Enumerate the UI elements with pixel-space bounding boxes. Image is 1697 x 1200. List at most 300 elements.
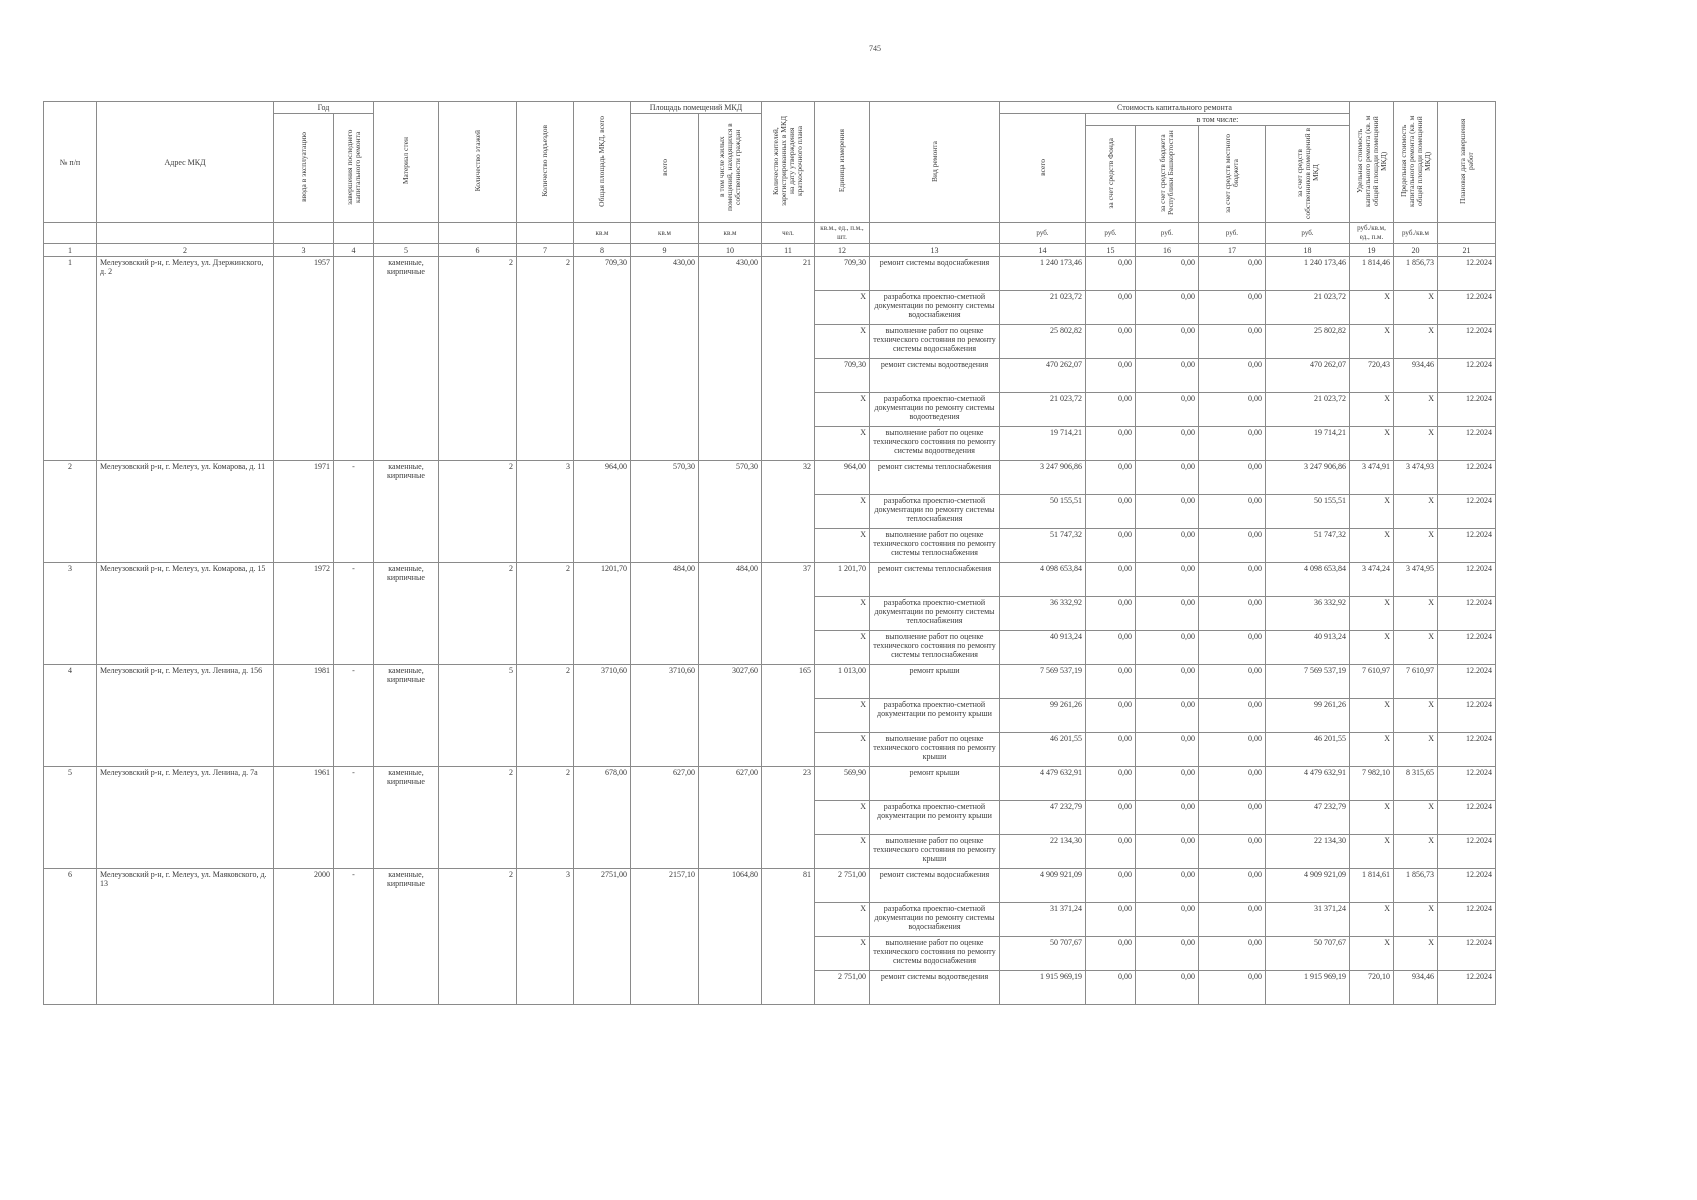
planned-date: 12.2024 [1438, 359, 1496, 393]
column-number: 4 [334, 244, 374, 257]
column-number: 19 [1350, 244, 1394, 257]
cost-fund: 0,00 [1086, 597, 1136, 631]
cost-local: 0,00 [1199, 597, 1266, 631]
column-number: 21 [1438, 244, 1496, 257]
cost-total: 4 909 921,09 [1000, 869, 1086, 903]
cost-total: 36 332,92 [1000, 597, 1086, 631]
year-last-repair: - [334, 461, 374, 563]
unit-cost: 720,10 [1350, 971, 1394, 1005]
cost-republic: 0,00 [1136, 427, 1199, 461]
unit-label: кв.м [574, 223, 631, 244]
column-number: 6 [439, 244, 517, 257]
cost-owners: 47 232,79 [1266, 801, 1350, 835]
cost-local: 0,00 [1199, 393, 1266, 427]
work-unit: X [815, 597, 870, 631]
cost-local: 0,00 [1199, 801, 1266, 835]
header-entrances: Количество подъездов [517, 102, 574, 223]
year-built: 2000 [274, 869, 334, 1005]
cost-fund: 0,00 [1086, 563, 1136, 597]
unit-cost: X [1350, 529, 1394, 563]
cost-local: 0,00 [1199, 937, 1266, 971]
residents-count: 23 [762, 767, 815, 869]
cost-owners: 4 098 653,84 [1266, 563, 1350, 597]
work-unit: X [815, 835, 870, 869]
page-number: 745 [869, 44, 881, 53]
max-cost: X [1394, 427, 1438, 461]
cost-republic: 0,00 [1136, 529, 1199, 563]
cost-fund: 0,00 [1086, 665, 1136, 699]
cost-owners: 25 802,82 [1266, 325, 1350, 359]
header-premises-total: всего [631, 114, 699, 223]
work-unit: X [815, 529, 870, 563]
work-type: выполнение работ по оценке технического состояния по ремонту системы водоснабжения [870, 937, 1000, 971]
premises-living-area: 484,00 [699, 563, 762, 665]
cost-total: 21 023,72 [1000, 291, 1086, 325]
cost-total: 50 155,51 [1000, 495, 1086, 529]
unit-cost: X [1350, 835, 1394, 869]
cost-republic: 0,00 [1136, 733, 1199, 767]
house-number: 3 [44, 563, 97, 665]
entrances-count: 2 [517, 665, 574, 767]
year-last-repair [334, 257, 374, 461]
cost-republic: 0,00 [1136, 869, 1199, 903]
table-row [44, 869, 1496, 903]
planned-date: 12.2024 [1438, 699, 1496, 733]
cost-owners: 3 247 906,86 [1266, 461, 1350, 495]
cost-fund: 0,00 [1086, 869, 1136, 903]
max-cost: X [1394, 597, 1438, 631]
work-type: разработка проектно-сметной документации по ремонту системы теплоснабжения [870, 597, 1000, 631]
max-cost: 934,46 [1394, 359, 1438, 393]
total-area: 964,00 [574, 461, 631, 563]
max-cost: X [1394, 835, 1438, 869]
table-header [44, 102, 1496, 257]
wall-material: каменные, кирпичные [374, 563, 439, 665]
cost-republic: 0,00 [1136, 257, 1199, 291]
max-cost: X [1394, 733, 1438, 767]
column-number: 9 [631, 244, 699, 257]
cost-fund: 0,00 [1086, 937, 1136, 971]
column-number: 18 [1266, 244, 1350, 257]
planned-date: 12.2024 [1438, 971, 1496, 1005]
cost-local: 0,00 [1199, 529, 1266, 563]
cost-owners: 21 023,72 [1266, 393, 1350, 427]
max-cost: X [1394, 631, 1438, 665]
unit-label: руб./кв.м, ед., п.м. [1350, 223, 1394, 244]
work-type: разработка проектно-сметной документации по ремонту системы водоснабжения [870, 903, 1000, 937]
work-type: ремонт крыши [870, 767, 1000, 801]
unit-cost: 3 474,24 [1350, 563, 1394, 597]
max-cost: X [1394, 291, 1438, 325]
header-cost-total: всего [1000, 114, 1086, 223]
unit-cost: 1 814,46 [1350, 257, 1394, 291]
table-row [44, 257, 1496, 291]
cost-local: 0,00 [1199, 869, 1266, 903]
house-number: 6 [44, 869, 97, 1005]
cost-total: 4 479 632,91 [1000, 767, 1086, 801]
cost-local: 0,00 [1199, 699, 1266, 733]
cost-local: 0,00 [1199, 971, 1266, 1005]
house-number: 1 [44, 257, 97, 461]
header-residents: Количество жителей, зарегистрированных в МКД на дату утверждения краткосрочного плана [762, 102, 815, 223]
house-address: Мелеузовский р-н, г. Мелеуз, ул. Ленина, д. 156 [97, 665, 274, 767]
column-number: 7 [517, 244, 574, 257]
cost-owners: 19 714,21 [1266, 427, 1350, 461]
planned-date: 12.2024 [1438, 529, 1496, 563]
premises-living-area: 570,30 [699, 461, 762, 563]
work-type: ремонт системы водоснабжения [870, 257, 1000, 291]
work-unit: 709,30 [815, 257, 870, 291]
planned-date: 12.2024 [1438, 937, 1496, 971]
premises-living-area: 627,00 [699, 767, 762, 869]
header-cost-fund: за счет средств Фонда [1086, 126, 1136, 223]
work-unit: X [815, 903, 870, 937]
cost-total: 99 261,26 [1000, 699, 1086, 733]
work-type: ремонт крыши [870, 665, 1000, 699]
header-year-last-repair: завершения последнего капитального ремонта [334, 114, 374, 223]
total-area: 3710,60 [574, 665, 631, 767]
cost-total: 25 802,82 [1000, 325, 1086, 359]
column-number: 2 [97, 244, 274, 257]
house-number: 2 [44, 461, 97, 563]
cost-owners: 51 747,32 [1266, 529, 1350, 563]
cost-owners: 1 240 173,46 [1266, 257, 1350, 291]
work-type: выполнение работ по оценке технического состояния по ремонту системы водоотведения [870, 427, 1000, 461]
year-built: 1971 [274, 461, 334, 563]
planned-date: 12.2024 [1438, 597, 1496, 631]
unit-label: руб. [1136, 223, 1199, 244]
max-cost: 3 474,93 [1394, 461, 1438, 495]
floors-count: 2 [439, 461, 517, 563]
wall-material: каменные, кирпичные [374, 461, 439, 563]
unit-cost: 3 474,91 [1350, 461, 1394, 495]
planned-date: 12.2024 [1438, 291, 1496, 325]
header-work-type: Вид ремонта [870, 102, 1000, 223]
table-body [44, 257, 1496, 1005]
cost-fund: 0,00 [1086, 257, 1136, 291]
year-built: 1981 [274, 665, 334, 767]
floors-count: 2 [439, 767, 517, 869]
work-type: разработка проектно-сметной документации по ремонту крыши [870, 699, 1000, 733]
column-number: 20 [1394, 244, 1438, 257]
cost-fund: 0,00 [1086, 699, 1136, 733]
unit-cost: 720,43 [1350, 359, 1394, 393]
planned-date: 12.2024 [1438, 563, 1496, 597]
column-number: 17 [1199, 244, 1266, 257]
units-row [44, 223, 1496, 244]
cost-local: 0,00 [1199, 733, 1266, 767]
cost-republic: 0,00 [1136, 835, 1199, 869]
entrances-count: 2 [517, 257, 574, 461]
house-address: Мелеузовский р-н, г. Мелеуз, ул. Дзержинского, д. 2 [97, 257, 274, 461]
cost-fund: 0,00 [1086, 903, 1136, 937]
unit-cost: X [1350, 937, 1394, 971]
table-row [44, 665, 1496, 699]
work-unit: X [815, 801, 870, 835]
premises-living-area: 1064,80 [699, 869, 762, 1005]
cost-fund: 0,00 [1086, 529, 1136, 563]
cost-republic: 0,00 [1136, 801, 1199, 835]
cost-total: 51 747,32 [1000, 529, 1086, 563]
max-cost: 8 315,65 [1394, 767, 1438, 801]
cost-local: 0,00 [1199, 427, 1266, 461]
table-row [44, 767, 1496, 801]
cost-total: 46 201,55 [1000, 733, 1086, 767]
unit-cost: X [1350, 801, 1394, 835]
cost-total: 50 707,67 [1000, 937, 1086, 971]
unit-label: руб./кв.м [1394, 223, 1438, 244]
entrances-count: 2 [517, 563, 574, 665]
header-total-area: Общая площадь МКД, всего [574, 102, 631, 223]
residents-count: 165 [762, 665, 815, 767]
repair-plan-table [43, 101, 1496, 1005]
work-type: выполнение работ по оценке технического состояния по ремонту крыши [870, 835, 1000, 869]
header-floors: Количество этажей [439, 102, 517, 223]
unit-label: кв.м., ед., п.м., шт. [815, 223, 870, 244]
premises-total-area: 570,30 [631, 461, 699, 563]
column-number: 5 [374, 244, 439, 257]
cost-local: 0,00 [1199, 665, 1266, 699]
cost-owners: 21 023,72 [1266, 291, 1350, 325]
premises-total-area: 2157,10 [631, 869, 699, 1005]
cost-fund: 0,00 [1086, 631, 1136, 665]
cost-republic: 0,00 [1136, 699, 1199, 733]
cost-republic: 0,00 [1136, 631, 1199, 665]
table-row [44, 461, 1496, 495]
header-premises-living: в том числе жилых помещений, находящихся в собственности граждан [699, 114, 762, 223]
unit-cost: X [1350, 325, 1394, 359]
cost-owners: 99 261,26 [1266, 699, 1350, 733]
year-last-repair: - [334, 665, 374, 767]
cost-total: 31 371,24 [1000, 903, 1086, 937]
year-last-repair: - [334, 767, 374, 869]
column-number: 1 [44, 244, 97, 257]
max-cost: 3 474,95 [1394, 563, 1438, 597]
work-unit: 569,90 [815, 767, 870, 801]
cost-fund: 0,00 [1086, 835, 1136, 869]
work-unit: X [815, 325, 870, 359]
cost-fund: 0,00 [1086, 801, 1136, 835]
planned-date: 12.2024 [1438, 903, 1496, 937]
work-unit: X [815, 699, 870, 733]
cost-owners: 4 479 632,91 [1266, 767, 1350, 801]
column-number: 13 [870, 244, 1000, 257]
unit-cost: 7 982,10 [1350, 767, 1394, 801]
cost-republic: 0,00 [1136, 767, 1199, 801]
house-address: Мелеузовский р-н, г. Мелеуз, ул. Маяковского, д. 13 [97, 869, 274, 1005]
cost-local: 0,00 [1199, 461, 1266, 495]
unit-cost: X [1350, 631, 1394, 665]
column-number: 16 [1136, 244, 1199, 257]
cost-local: 0,00 [1199, 563, 1266, 597]
year-last-repair: - [334, 563, 374, 665]
column-number: 10 [699, 244, 762, 257]
work-type: ремонт системы теплоснабжения [870, 461, 1000, 495]
cost-total: 1 915 969,19 [1000, 971, 1086, 1005]
work-unit: X [815, 733, 870, 767]
unit-cost: X [1350, 699, 1394, 733]
work-type: выполнение работ по оценке технического состояния по ремонту крыши [870, 733, 1000, 767]
work-unit: 709,30 [815, 359, 870, 393]
max-cost: X [1394, 699, 1438, 733]
cost-owners: 22 134,30 [1266, 835, 1350, 869]
header-address: Адрес МКД [97, 102, 274, 223]
residents-count: 81 [762, 869, 815, 1005]
planned-date: 12.2024 [1438, 427, 1496, 461]
cost-total: 470 262,07 [1000, 359, 1086, 393]
total-area: 678,00 [574, 767, 631, 869]
header-unit: Единица измерения [815, 102, 870, 223]
cost-owners: 31 371,24 [1266, 903, 1350, 937]
house-number: 5 [44, 767, 97, 869]
cost-total: 40 913,24 [1000, 631, 1086, 665]
year-built: 1972 [274, 563, 334, 665]
floors-count: 2 [439, 563, 517, 665]
max-cost: X [1394, 393, 1438, 427]
cost-republic: 0,00 [1136, 495, 1199, 529]
header-unit-cost: Удельная стоимость капитального ремонта (кв. м общей площади помещений МКД) [1350, 102, 1394, 223]
cost-republic: 0,00 [1136, 971, 1199, 1005]
entrances-count: 3 [517, 461, 574, 563]
cost-republic: 0,00 [1136, 359, 1199, 393]
cost-fund: 0,00 [1086, 461, 1136, 495]
unit-cost: X [1350, 733, 1394, 767]
cost-republic: 0,00 [1136, 903, 1199, 937]
cost-local: 0,00 [1199, 291, 1266, 325]
cost-owners: 470 262,07 [1266, 359, 1350, 393]
work-unit: X [815, 427, 870, 461]
repair-plan-table-wrapper [43, 101, 1496, 1005]
unit-label: кв.м [631, 223, 699, 244]
cost-total: 21 023,72 [1000, 393, 1086, 427]
planned-date: 12.2024 [1438, 733, 1496, 767]
max-cost: X [1394, 529, 1438, 563]
year-built: 1957 [274, 257, 334, 461]
unit-cost: X [1350, 495, 1394, 529]
cost-local: 0,00 [1199, 631, 1266, 665]
cost-republic: 0,00 [1136, 325, 1199, 359]
unit-cost: 7 610,97 [1350, 665, 1394, 699]
header-year-built: ввода в эксплуатацию [274, 114, 334, 223]
planned-date: 12.2024 [1438, 869, 1496, 903]
work-type: разработка проектно-сметной документации по ремонту системы водоснабжения [870, 291, 1000, 325]
cost-republic: 0,00 [1136, 393, 1199, 427]
cost-total: 22 134,30 [1000, 835, 1086, 869]
unit-label: кв.м [699, 223, 762, 244]
residents-count: 37 [762, 563, 815, 665]
column-number: 12 [815, 244, 870, 257]
table-row [44, 563, 1496, 597]
wall-material: каменные, кирпичные [374, 665, 439, 767]
column-numbers-row [44, 244, 1496, 257]
cost-local: 0,00 [1199, 767, 1266, 801]
cost-owners: 7 569 537,19 [1266, 665, 1350, 699]
column-number: 14 [1000, 244, 1086, 257]
house-address: Мелеузовский р-н, г. Мелеуз, ул. Комарова, д. 15 [97, 563, 274, 665]
cost-local: 0,00 [1199, 325, 1266, 359]
cost-local: 0,00 [1199, 835, 1266, 869]
entrances-count: 3 [517, 869, 574, 1005]
planned-date: 12.2024 [1438, 665, 1496, 699]
work-type: выполнение работ по оценке технического состояния по ремонту системы водоснабжения [870, 325, 1000, 359]
work-type: ремонт системы теплоснабжения [870, 563, 1000, 597]
premises-total-area: 484,00 [631, 563, 699, 665]
planned-date: 12.2024 [1438, 257, 1496, 291]
planned-date: 12.2024 [1438, 495, 1496, 529]
work-type: ремонт системы водоотведения [870, 359, 1000, 393]
max-cost: X [1394, 325, 1438, 359]
cost-owners: 46 201,55 [1266, 733, 1350, 767]
work-unit: 1 013,00 [815, 665, 870, 699]
header-year-group: Год [274, 102, 374, 114]
cost-owners: 40 913,24 [1266, 631, 1350, 665]
max-cost: X [1394, 937, 1438, 971]
wall-material: каменные, кирпичные [374, 767, 439, 869]
work-type: выполнение работ по оценке технического состояния по ремонту системы теплоснабжения [870, 529, 1000, 563]
cost-local: 0,00 [1199, 257, 1266, 291]
house-number: 4 [44, 665, 97, 767]
work-unit: 1 201,70 [815, 563, 870, 597]
house-address: Мелеузовский р-н, г. Мелеуз, ул. Комарова, д. 11 [97, 461, 274, 563]
cost-fund: 0,00 [1086, 733, 1136, 767]
work-unit: X [815, 495, 870, 529]
work-type: разработка проектно-сметной документации по ремонту крыши [870, 801, 1000, 835]
work-unit: 2 751,00 [815, 869, 870, 903]
total-area: 1201,70 [574, 563, 631, 665]
total-area: 2751,00 [574, 869, 631, 1005]
residents-count: 32 [762, 461, 815, 563]
unit-label: чел. [762, 223, 815, 244]
header-cost-republic: за счет средств бюджета Республики Башкортостан [1136, 126, 1199, 223]
work-type: разработка проектно-сметной документации по ремонту системы водоотведения [870, 393, 1000, 427]
cost-owners: 50 707,67 [1266, 937, 1350, 971]
unit-cost: X [1350, 597, 1394, 631]
premises-total-area: 430,00 [631, 257, 699, 461]
column-number: 3 [274, 244, 334, 257]
column-number: 8 [574, 244, 631, 257]
planned-date: 12.2024 [1438, 461, 1496, 495]
header-planned-date: Плановая дата завершения работ [1438, 102, 1496, 223]
column-number: 15 [1086, 244, 1136, 257]
header-premises-group: Площадь помещений МКД [631, 102, 762, 114]
cost-total: 47 232,79 [1000, 801, 1086, 835]
wall-material: каменные, кирпичные [374, 869, 439, 1005]
cost-owners: 1 915 969,19 [1266, 971, 1350, 1005]
cost-republic: 0,00 [1136, 291, 1199, 325]
column-number: 11 [762, 244, 815, 257]
work-type: выполнение работ по оценке технического состояния по ремонту системы теплоснабжения [870, 631, 1000, 665]
cost-fund: 0,00 [1086, 393, 1136, 427]
work-unit: 2 751,00 [815, 971, 870, 1005]
max-cost: 1 856,73 [1394, 869, 1438, 903]
work-type: разработка проектно-сметной документации по ремонту системы теплоснабжения [870, 495, 1000, 529]
cost-republic: 0,00 [1136, 461, 1199, 495]
cost-republic: 0,00 [1136, 665, 1199, 699]
residents-count: 21 [762, 257, 815, 461]
work-unit: X [815, 291, 870, 325]
max-cost: X [1394, 495, 1438, 529]
work-unit: X [815, 393, 870, 427]
unit-cost: X [1350, 903, 1394, 937]
floors-count: 5 [439, 665, 517, 767]
header-incl: в том числе: [1086, 114, 1350, 126]
cost-total: 19 714,21 [1000, 427, 1086, 461]
max-cost: 1 856,73 [1394, 257, 1438, 291]
cost-local: 0,00 [1199, 903, 1266, 937]
cost-fund: 0,00 [1086, 359, 1136, 393]
cost-owners: 4 909 921,09 [1266, 869, 1350, 903]
unit-label: руб. [1086, 223, 1136, 244]
